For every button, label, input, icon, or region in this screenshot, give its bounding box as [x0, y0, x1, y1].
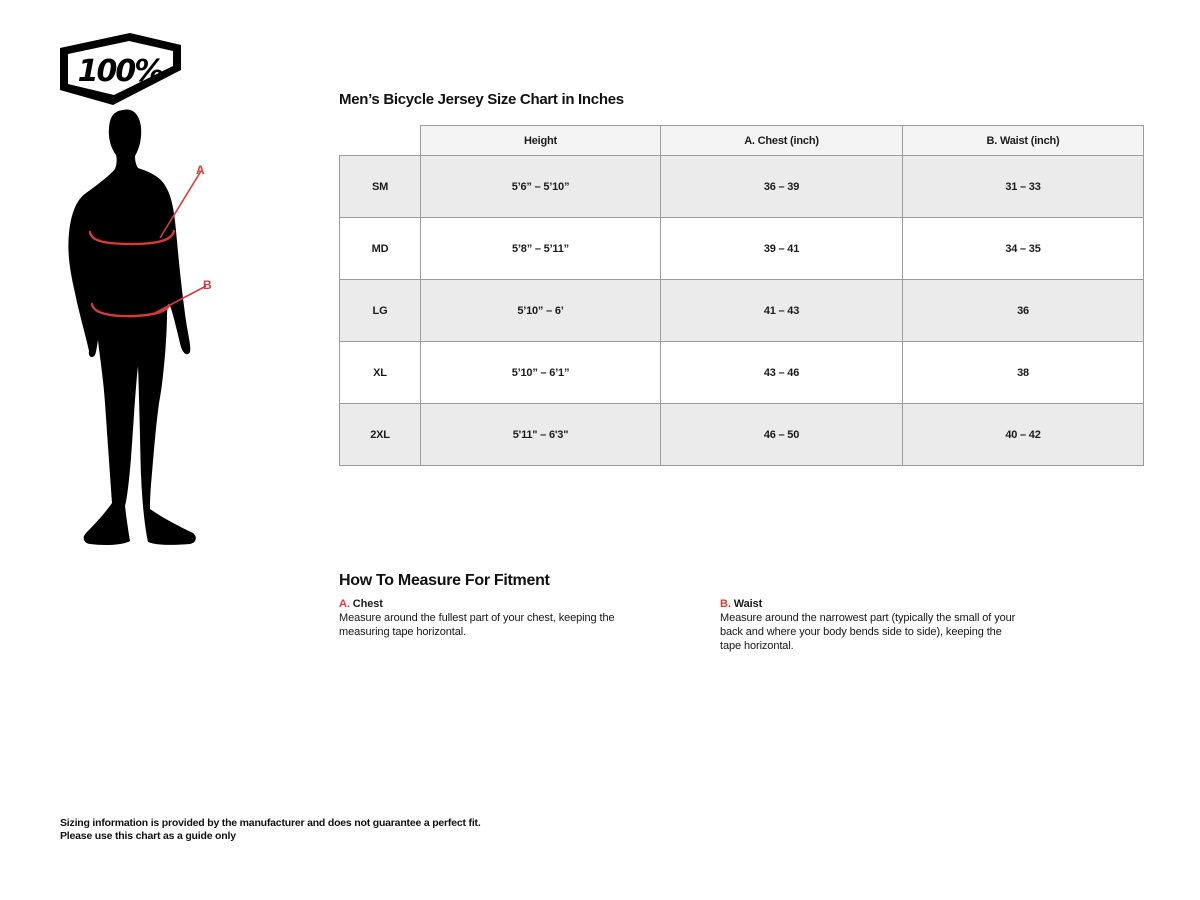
chest-value: 46 – 50 — [661, 404, 903, 466]
table-row-2xl — [340, 404, 1144, 466]
height-value: 5’10” – 6’ — [421, 280, 661, 342]
table-row-lg — [340, 280, 1144, 342]
measure-instruction-chest — [339, 598, 639, 639]
page-title: Men’s Bicycle Jersey Size Chart in Inches — [339, 91, 624, 108]
header-chest: A. Chest (inch) — [661, 126, 903, 156]
waist-value: 40 – 42 — [903, 404, 1144, 466]
chest-letter: A. — [339, 598, 350, 610]
disclaimer-line-1: Sizing information is provided by the manufacturer and does not guarantee a perfect fit. — [60, 817, 481, 829]
size-label: 2XL — [340, 404, 421, 466]
size-label: XL — [340, 342, 421, 404]
waist-value: 31 – 33 — [903, 156, 1144, 218]
chest-marker-label: A — [196, 163, 205, 177]
size-label: LG — [340, 280, 421, 342]
waist-name: Waist — [733, 598, 763, 610]
brand-logo — [58, 30, 183, 108]
chest-value: 41 – 43 — [661, 280, 903, 342]
table-row-sm — [340, 156, 1144, 218]
header-height: Height — [421, 126, 661, 156]
chest-value: 39 – 41 — [661, 218, 903, 280]
table-header-row — [340, 126, 1144, 156]
size-chart-table — [339, 125, 1144, 466]
waist-value: 36 — [903, 280, 1144, 342]
male-silhouette-icon — [55, 103, 305, 563]
how-to-measure-heading: How To Measure For Fitment — [339, 572, 550, 589]
logo-text: 100% — [77, 54, 163, 89]
table-row-xl — [340, 342, 1144, 404]
waist-instruction-label — [720, 598, 1025, 610]
waist-marker-label: B — [203, 278, 212, 292]
table-row-md — [340, 218, 1144, 280]
height-value: 5'11" – 6'3" — [421, 404, 661, 466]
chest-name: Chest — [352, 598, 383, 610]
measure-instruction-waist — [720, 598, 1025, 653]
chest-value: 36 – 39 — [661, 156, 903, 218]
sizing-disclaimer — [60, 817, 481, 842]
hexagon-badge-icon — [58, 30, 183, 108]
measurement-figure — [55, 103, 305, 563]
size-label: MD — [340, 218, 421, 280]
height-value: 5’6” – 5’10” — [421, 156, 661, 218]
waist-letter: B. — [720, 598, 731, 610]
corner-cell — [340, 126, 421, 156]
header-waist: B. Waist (inch) — [903, 126, 1144, 156]
waist-value: 38 — [903, 342, 1144, 404]
chest-instruction-text: Measure around the fullest part of your chest, keeping the measuring tape horizontal. — [339, 612, 615, 638]
chest-instruction-label — [339, 598, 639, 610]
waist-value: 34 – 35 — [903, 218, 1144, 280]
chest-value: 43 – 46 — [661, 342, 903, 404]
height-value: 5’10” – 6’1” — [421, 342, 661, 404]
disclaimer-line-2: Please use this chart as a guide only — [60, 829, 236, 842]
size-label: SM — [340, 156, 421, 218]
waist-instruction-text: Measure around the narrowest part (typically the small of your back and where your body bends side to side), keeping the tape horizontal. — [720, 612, 1016, 652]
height-value: 5’8” – 5’11” — [421, 218, 661, 280]
